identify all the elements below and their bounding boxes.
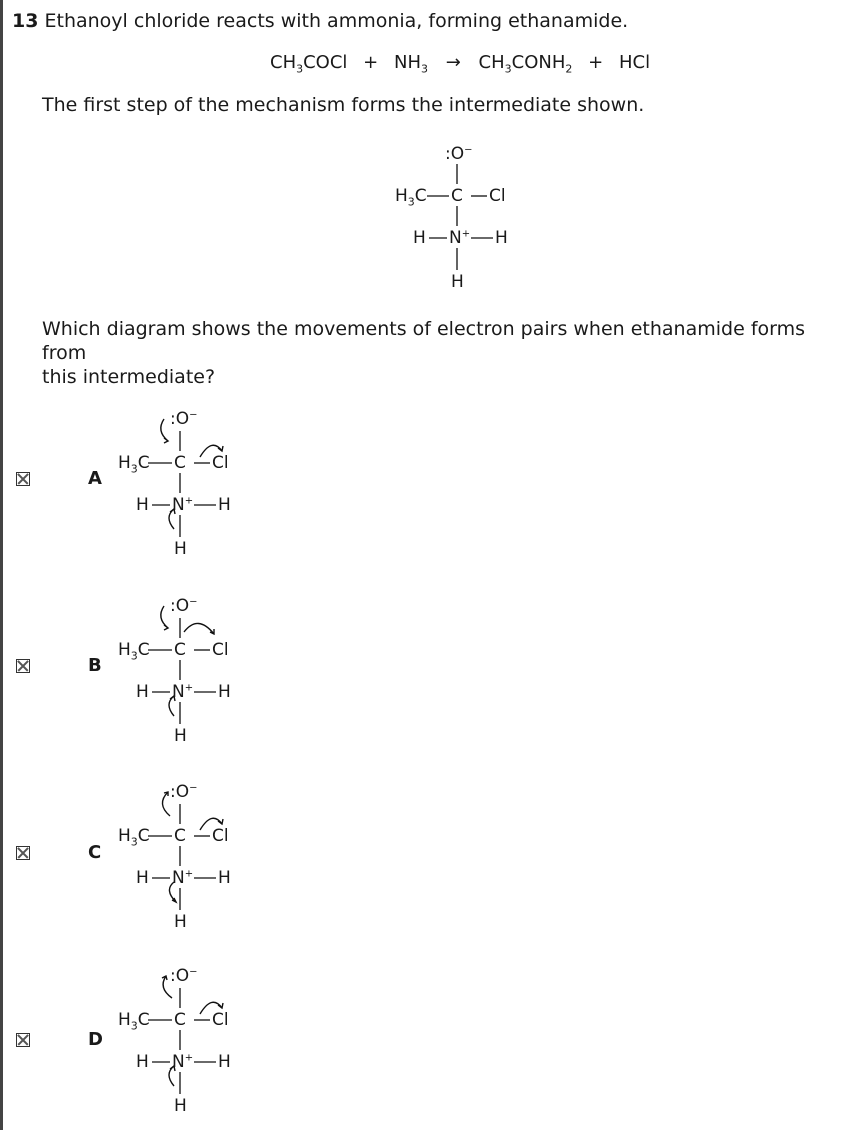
left-margin-rule <box>0 0 3 1130</box>
question-number: 13 <box>12 10 39 32</box>
methyl-group: $H_3C$ <box>118 453 150 476</box>
chlorine-atom: Cl <box>212 640 229 660</box>
hydrogen-atom: H <box>136 1052 149 1072</box>
nitrogen-atom: N+ <box>172 682 194 702</box>
carbon-atom: C <box>174 453 186 473</box>
hydrogen-atom: H <box>218 868 231 888</box>
option-d-checkbox[interactable] <box>16 1033 30 1047</box>
nitrogen-atom: N+ <box>172 1052 194 1072</box>
option-a-bonds-and-arrows <box>118 405 258 565</box>
option-a-checkbox[interactable] <box>16 472 30 486</box>
product-ethanamide: $CH_3CONH_2$ <box>478 52 573 76</box>
hydrogen-atom: H <box>174 726 187 746</box>
methyl-group: $H_3C$ <box>118 1010 150 1033</box>
hydrogen-atom: H <box>218 495 231 515</box>
carbon-atom: C <box>451 186 463 206</box>
option-b-letter: B <box>88 655 102 676</box>
oxygen-atom: :O− <box>445 144 473 164</box>
option-d-bonds-and-arrows <box>118 962 258 1122</box>
nitrogen-atom: N+ <box>172 495 194 515</box>
question-prompt <box>42 317 822 389</box>
option-c-checkbox[interactable] <box>16 846 30 860</box>
option-d-letter: D <box>88 1029 103 1050</box>
plus-sign: + <box>588 52 604 73</box>
arrow-c-cl <box>184 623 214 634</box>
hydrogen-atom: H <box>218 1052 231 1072</box>
hydrogen-atom: H <box>136 495 149 515</box>
nitrogen-atom: N+ <box>172 868 194 888</box>
option-c-bonds-and-arrows <box>118 778 258 938</box>
option-a-letter: A <box>88 468 102 489</box>
hydrogen-atom: H <box>413 228 426 248</box>
hydrogen-atom: H <box>136 682 149 702</box>
chlorine-atom: Cl <box>212 453 229 473</box>
hydrogen-atom: H <box>451 272 464 292</box>
chlorine-atom: Cl <box>489 186 506 206</box>
nitrogen-atom: N+ <box>449 228 471 248</box>
product-hcl: HCl <box>618 52 651 73</box>
oxygen-atom: :O− <box>170 596 198 616</box>
hydrogen-atom: H <box>495 228 508 248</box>
plus-sign: + <box>363 52 379 73</box>
hydrogen-atom: H <box>174 912 187 932</box>
carbon-atom: C <box>174 826 186 846</box>
hydrogen-atom: H <box>174 539 187 559</box>
chlorine-atom: Cl <box>212 1010 229 1030</box>
reaction-arrow: → <box>445 52 461 73</box>
option-c-letter: C <box>88 842 102 863</box>
chemical-equation <box>270 52 650 76</box>
hydrogen-atom: H <box>174 1096 187 1116</box>
methyl-group: $H_3C$ <box>395 186 427 209</box>
option-b-checkbox[interactable] <box>16 659 30 673</box>
hydrogen-atom: H <box>136 868 149 888</box>
oxygen-atom: :O− <box>170 409 198 429</box>
reactant-ethanoyl-chloride: $CH_3COCl$ <box>270 52 348 76</box>
carbon-atom: C <box>174 1010 186 1030</box>
question-prompt-line1: Which diagram shows the movements of electron pairs when ethanamide forms from <box>42 318 806 364</box>
oxygen-atom: :O− <box>170 782 198 802</box>
question-prompt-line2: this intermediate? <box>42 366 216 388</box>
reactant-ammonia: $NH_3$ <box>393 52 428 76</box>
oxygen-atom: :O− <box>170 966 198 986</box>
carbon-atom: C <box>174 640 186 660</box>
option-b-bonds-and-arrows <box>118 592 258 752</box>
methyl-group: $H_3C$ <box>118 826 150 849</box>
intermediate-text: The first step of the mechanism forms the intermediate shown. <box>42 94 645 116</box>
question-stem-text: Ethanoyl chloride reacts with ammonia, forming ethanamide. <box>44 10 629 32</box>
hydrogen-atom: H <box>218 682 231 702</box>
question-stem <box>12 10 628 32</box>
methyl-group: $H_3C$ <box>118 640 150 663</box>
chlorine-atom: Cl <box>212 826 229 846</box>
arrow-c-to-o <box>162 792 170 816</box>
